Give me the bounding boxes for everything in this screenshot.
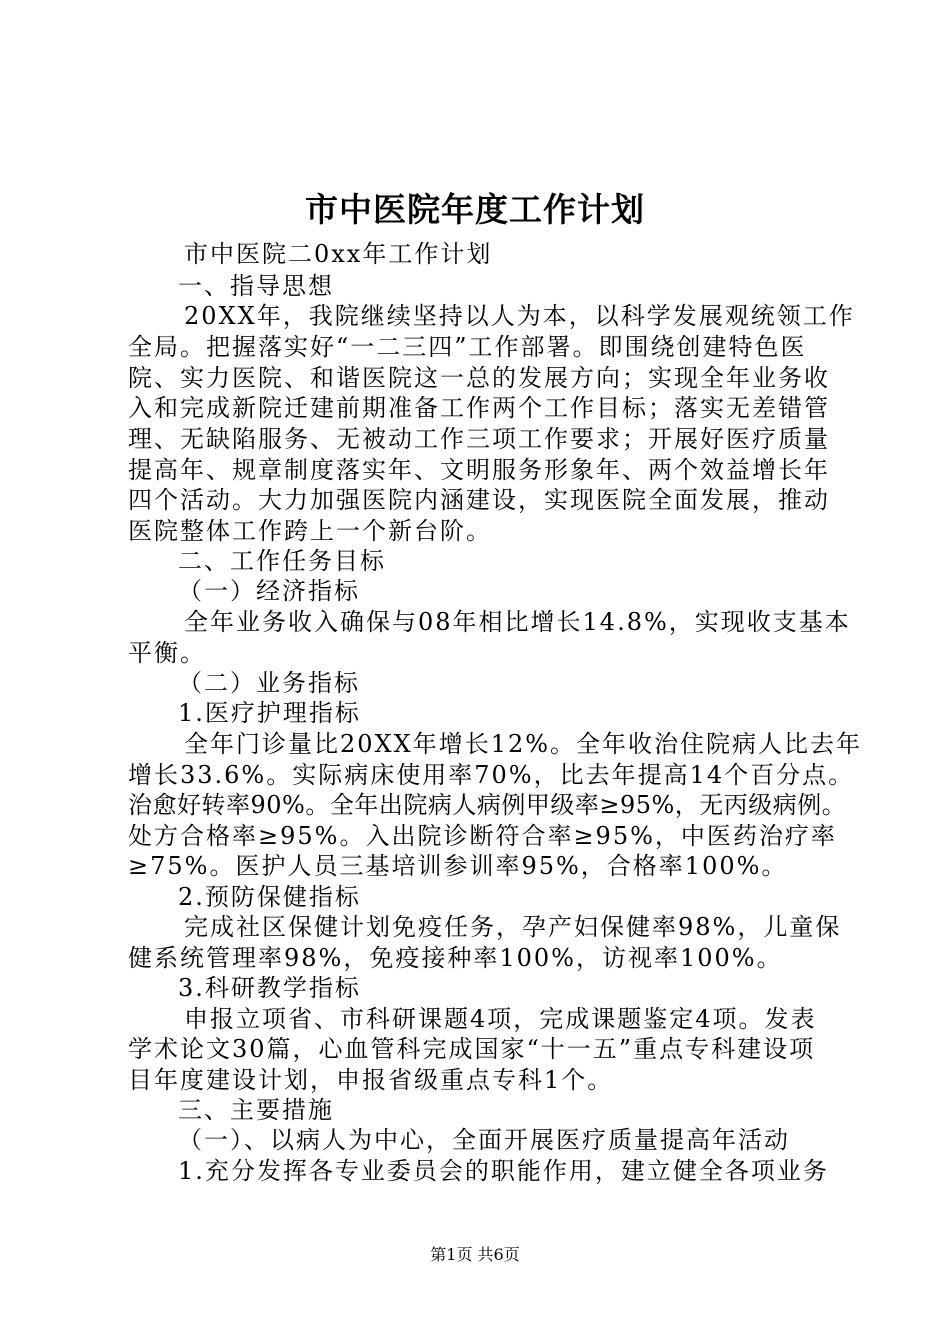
body-line: ≥75%。医护人员三基培训参训率95%，合格率100%。 — [128, 852, 788, 880]
document-title: 市中医院年度工作计划 — [305, 190, 645, 229]
section-heading: 三、主要措施 — [178, 1096, 334, 1124]
subsection-heading: （一）、以病人为中心，全面开展医疗质量提高年活动 — [178, 1126, 790, 1154]
body-line: 处方合格率≥95%。入出院诊断符合率≥95%，中医药治疗率 — [128, 822, 837, 850]
body-line: 全局。把握落实好“一二三四”工作部署。即围绕创建特色医 — [128, 333, 807, 361]
body-line: 20XX年，我院继续坚持以人为本，以科学发展观统领工作 — [184, 302, 855, 330]
body-line: 平衡。 — [128, 639, 206, 667]
section-heading: 一、指导思想 — [178, 272, 334, 300]
body-line: 入和完成新院迁建前期准备工作两个工作目标；落实无差错管 — [128, 394, 830, 422]
subsection-heading: （一）经济指标 — [178, 577, 360, 605]
subsection-heading: （二）业务指标 — [178, 669, 360, 697]
body-line: 健系统管理率98%，免疫接种率100%，访视率100%。 — [128, 944, 783, 972]
item-heading: 3.科研教学指标 — [178, 974, 361, 1002]
page-footer: 第1页 共6页 — [430, 1245, 520, 1264]
body-line: 全年业务收入确保与08年相比增长14.8%，实现收支基本 — [184, 608, 851, 636]
body-line: 理、无缺陷服务、无被动工作三项工作要求；开展好医疗质量 — [128, 425, 830, 453]
body-line: 提高年、规章制度落实年、文明服务形象年、两个效益增长年 — [128, 456, 830, 484]
body-line: 全年门诊量比20XX年增长12%。全年收治住院病人比去年 — [184, 730, 863, 758]
body-line: 申报立项省、市科研课题4项，完成课题鉴定4项。发表 — [184, 1005, 817, 1033]
body-line: 治愈好转率90%。全年出院病人病例甲级率≥95%，无丙级病例。 — [128, 791, 847, 819]
body-line: 市中医院二0xx年工作计划 — [184, 240, 493, 268]
section-heading: 二、工作任务目标 — [178, 547, 386, 575]
body-line: 院、实力医院、和谐医院这一总的发展方向；实现全年业务收 — [128, 364, 830, 392]
body-line: 增长33.6%。实际病床使用率70%，比去年提高14个百分点。 — [128, 761, 855, 789]
body-line: 目年度建设计划，申报省级重点专科1个。 — [128, 1066, 614, 1094]
item-heading: 2.预防保健指标 — [178, 883, 361, 911]
body-line: 四个活动。大力加强医院内涵建设，实现医院全面发展，推动 — [128, 486, 830, 514]
body-line: 1.充分发挥各专业委员会的职能作用，建立健全各项业务 — [178, 1157, 829, 1185]
body-line: 学术论文30篇，心血管科完成国家“十一五”重点专科建设项 — [128, 1035, 816, 1063]
body-line: 医院整体工作跨上一个新台阶。 — [128, 517, 492, 545]
item-heading: 1.医疗护理指标 — [178, 699, 361, 727]
body-line: 完成社区保健计划免疫任务，孕产妇保健率98%，儿童保 — [184, 913, 842, 941]
